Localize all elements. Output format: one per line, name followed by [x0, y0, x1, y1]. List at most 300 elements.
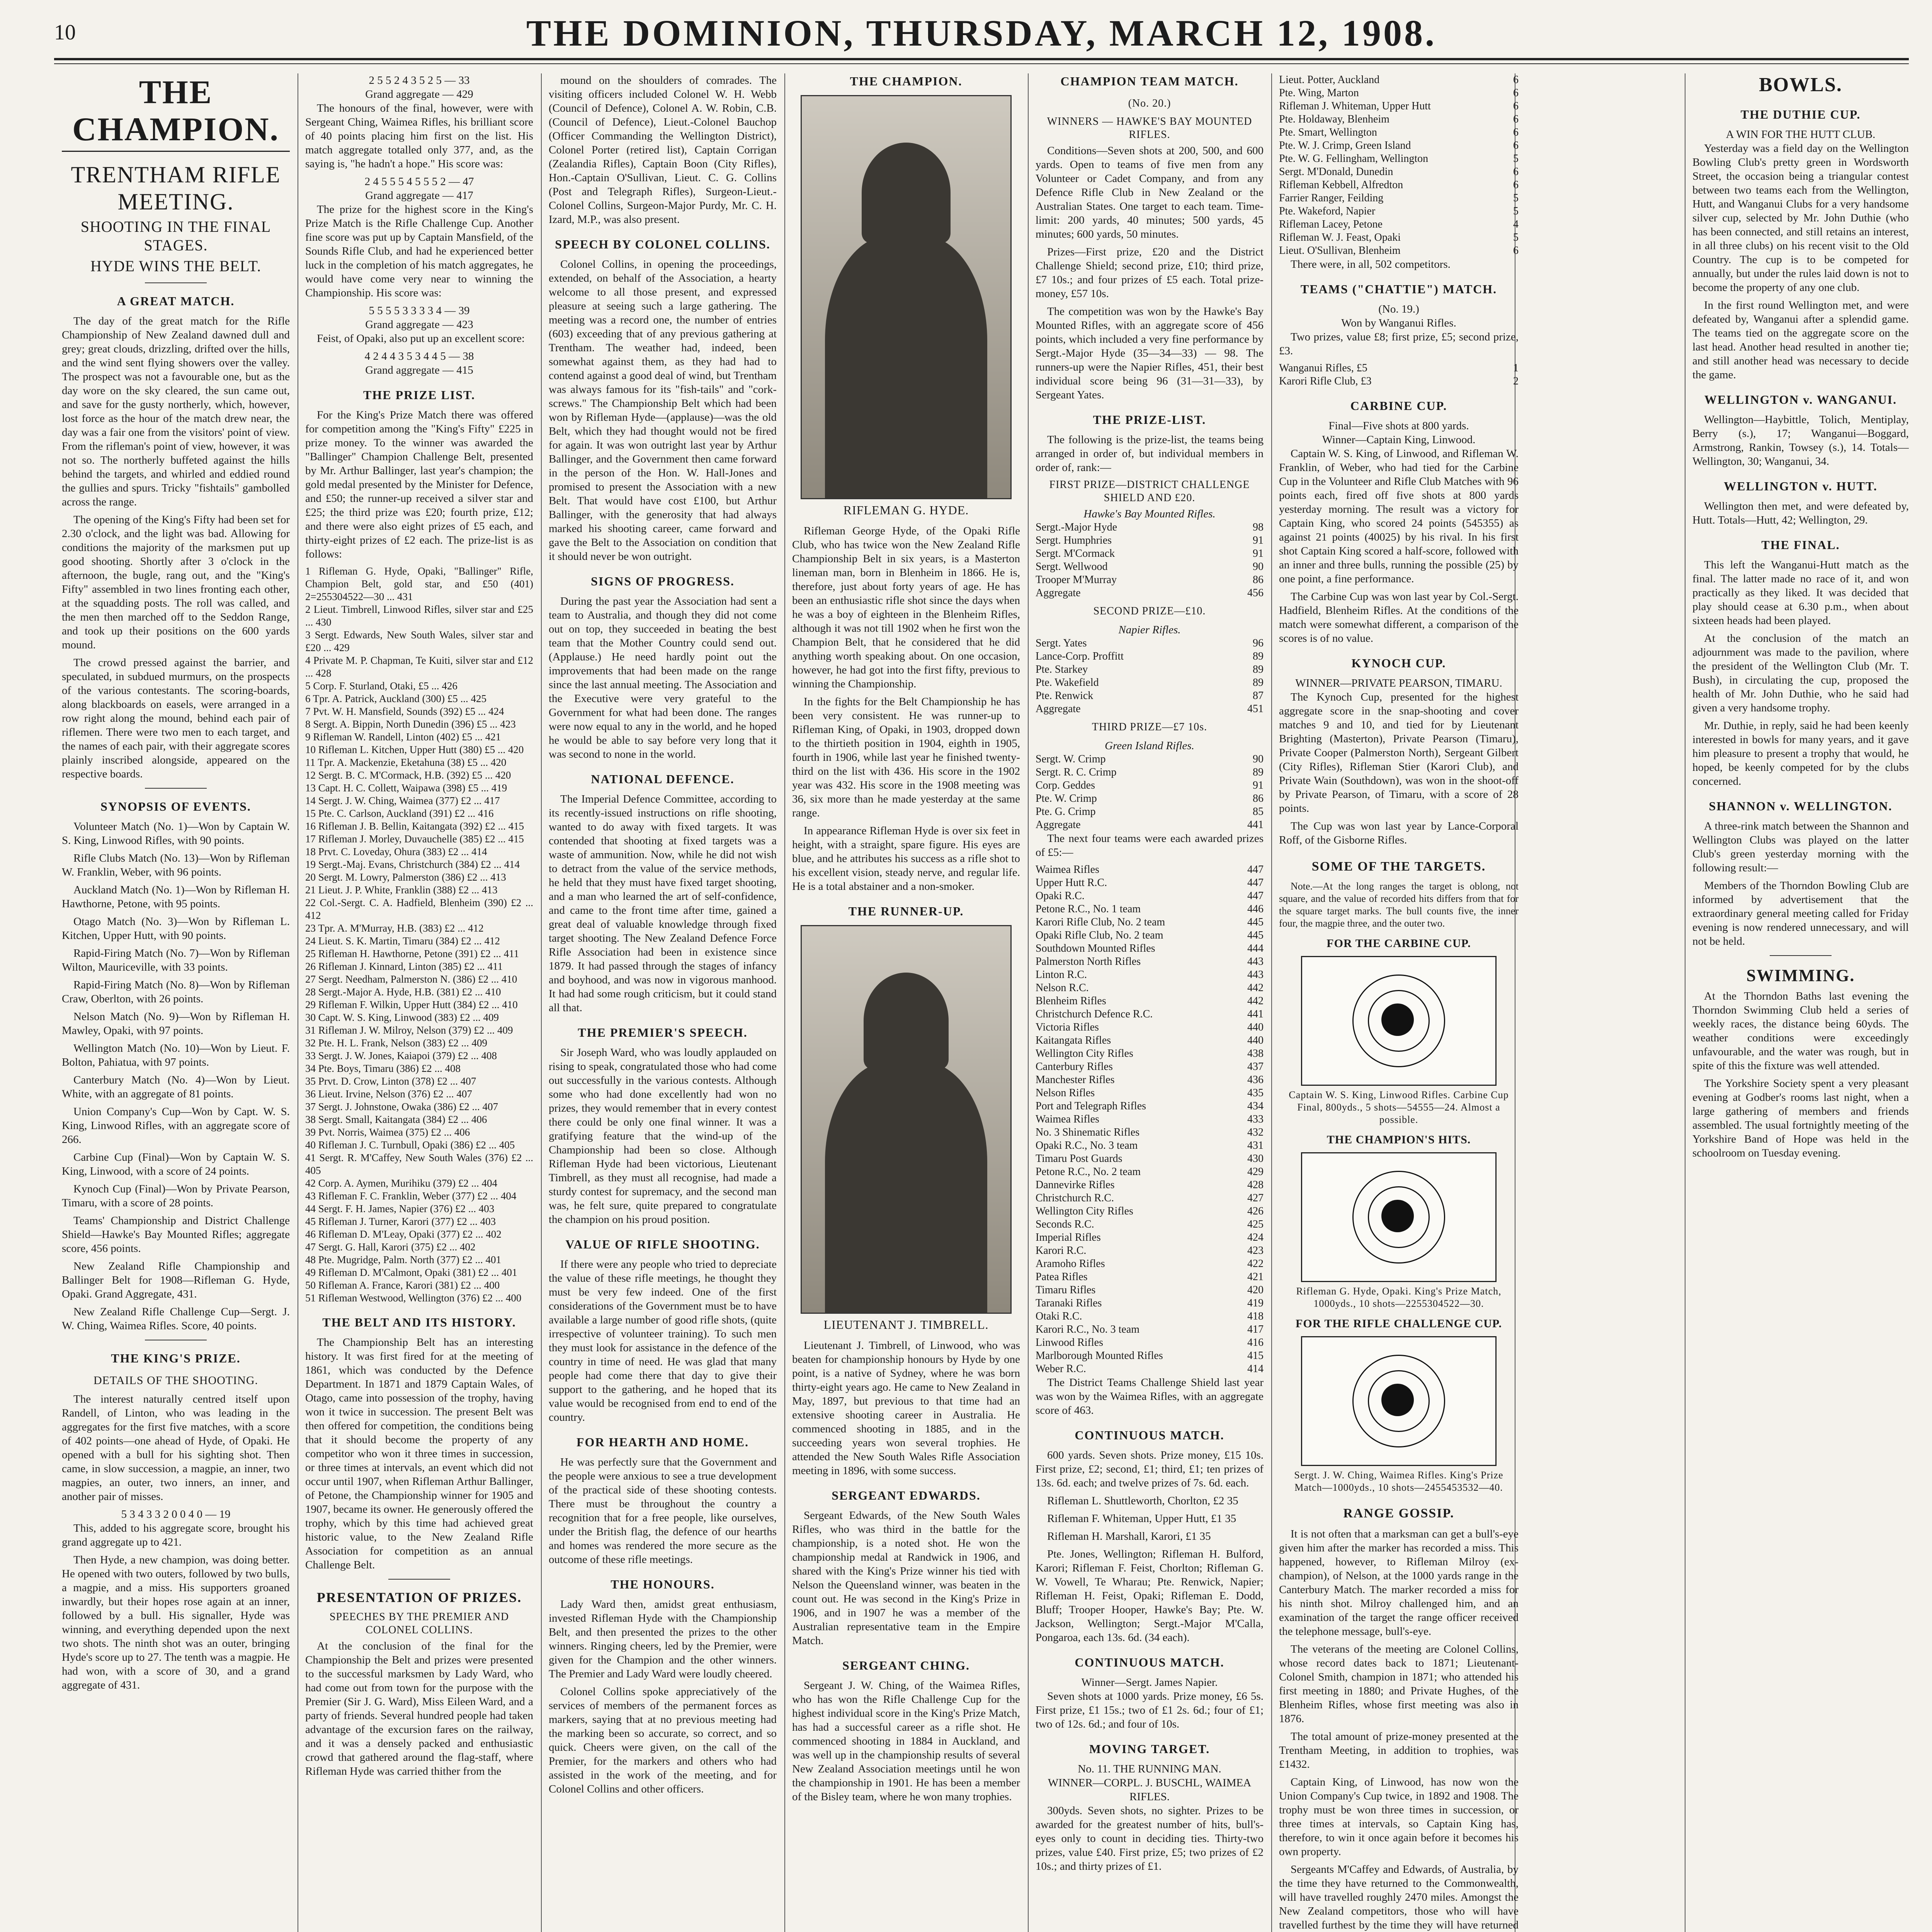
row-value: 6 — [1513, 245, 1519, 257]
prize-list-item: 15 Pte. C. Carlson, Auckland (391) £2 ... 416 — [305, 808, 494, 819]
table-row — [1036, 573, 1264, 587]
prize-list-item: 33 Sergt. J. W. Jones, Kaiapoi (379) £2 ... 408 — [305, 1050, 497, 1061]
prize-list-item: 40 Rifleman J. C. Turnbull, Opaki (386) £2 ... 405 — [305, 1139, 515, 1151]
row-value: 417 — [1247, 1323, 1264, 1335]
runner-up-heading: THE RUNNER-UP. — [848, 904, 964, 918]
table-row — [1036, 942, 1264, 955]
team-match-winners: WINNERS — HAWKE'S BAY MOUNTED RIFLES. — [1047, 116, 1252, 141]
row-label: Sergt.-Major Hyde — [1036, 521, 1117, 533]
row-label: Karori Rifle Club, No. 2 team — [1036, 916, 1165, 928]
row-value: 447 — [1247, 864, 1264, 876]
presentation-heading: PRESENTATION OF PRIZES. — [316, 1590, 522, 1605]
row-label: Aggregate — [1036, 587, 1081, 599]
table-row — [1279, 231, 1519, 244]
row-label: Pte. W. J. Crimp, Green Island — [1279, 139, 1411, 151]
row-label: Southdown Mounted Rifles — [1036, 942, 1155, 954]
article-paragraph: Seven shots at 1000 yards. Prize money, £6 5s. First prize, £1 15s.; two of £1 2s. 6d.; four of £1; two of 12s. 6d.; and four of 10s. — [1036, 1690, 1264, 1730]
prize-list-item: 10 Rifleman L. Kitchen, Upper Hutt (380) £5 ... 420 — [305, 744, 524, 755]
row-value: 90 — [1253, 753, 1264, 765]
article-paragraph: In appearance Rifleman Hyde is over six feet in height, with a straight, spare figure. His eyes are blue, and he attributes his success as a rifle shot to his excellent vision, steady nerve, and regular life. He is a total abstainer and a non-smoker. — [792, 825, 1020, 893]
column-6 — [1279, 73, 1519, 1932]
prize-list-item: 6 Tpr. A. Patrick, Auckland (300) £5 ... 425 — [305, 693, 486, 704]
article-paragraph: The opening of the King's Fifty had been set for 2.30 o'clock, and the light was bad. Allowing for conditions the majority of the marksmen put up good shooting. Shortly after 3 o'clock in the afternoon, the bugle, rang out, and the "King's Fifty" assembled in two lines fronting each other, at the squadding posts. The roll was called, and the men then marched off to the Seddon Range, and took up their positions on the 600 yards mound. — [62, 514, 290, 651]
row-label: Christchurch Defence R.C. — [1036, 1008, 1153, 1020]
row-value: 5 — [1513, 205, 1519, 217]
row-label: Wellington City Rifles — [1036, 1205, 1133, 1217]
section-heading: CONTINUOUS MATCH. — [1075, 1428, 1225, 1442]
article-paragraph: During the past year the Association had sent a team to Australia, and though they did not come out on top, they succeeded in beating the best team that the Mother Country could send out. (Applause.) He need hardly point out the improvements that had been made on the range since the last annual meeting. The Association and the Executive were very grateful to the Government for what had been done. The ranges were now equal to any in the world, and he hoped he would be able to say before very long that it was second to none in the world. — [549, 595, 777, 760]
table-row — [1036, 650, 1264, 663]
row-label: Lieut. Potter, Auckland — [1279, 74, 1380, 86]
trentham-headline: TRENTHAM RIFLE MEETING. — [71, 162, 281, 214]
score-table — [1279, 73, 1519, 257]
masthead-rule-thin — [54, 63, 1909, 64]
second-prize-heading: SECOND PRIZE—£10. — [1093, 605, 1206, 617]
prize-list-item: 11 Tpr. A. Mackenzie, Eketahuna (38) £5 ... 420 — [305, 757, 507, 768]
row-value: 447 — [1247, 890, 1264, 902]
column-divider — [1271, 73, 1272, 1932]
team-match-heading: CHAMPION TEAM MATCH. — [1060, 74, 1239, 88]
article-paragraph: 300yds. Seven shots, no sighter. Prizes to be awarded for the greatest number of hits, bull's-eyes only to count in deciding ties. Thirty-two prizes, value £40. First prize, £5; two prizes of £2 10s.; and thirty prizes of £1. — [1036, 1804, 1264, 1872]
article-paragraph: Feist, of Opaki, also put up an excellent score: — [317, 332, 525, 345]
team-match-number: (No. 20.) — [1128, 97, 1171, 109]
row-value: 86 — [1253, 574, 1264, 586]
row-label: Linton R.C. — [1036, 969, 1087, 981]
synopsis-item: Rifle Clubs Match (No. 13)—Won by Rifleman W. Franklin, Weber, with 96 points. — [62, 852, 290, 878]
grand-aggregate: Grand aggregate — 429 — [365, 88, 473, 100]
prize-list-heading: THE PRIZE LIST. — [363, 388, 475, 402]
row-label: Aggregate — [1036, 703, 1081, 715]
row-value: 89 — [1253, 663, 1264, 675]
table-row — [1036, 1323, 1264, 1336]
target-title: FOR THE RIFLE CHALLENGE CUP. — [1296, 1317, 1502, 1330]
prize-list-item: 1 Rifleman G. Hyde, Opaki, "Ballinger" Rifle, Champion Belt, gold star, and £50 (401) 2=255304522—30 ... 431 — [305, 565, 533, 602]
prize-list-item: 5 Corp. F. Sturland, Otaki, £5 ... 426 — [305, 680, 457, 692]
row-label: Waimea Rifles — [1036, 864, 1099, 876]
section-heading: FOR HEARTH AND HOME. — [577, 1435, 749, 1449]
table-row — [1036, 521, 1264, 534]
row-value: 425 — [1247, 1218, 1264, 1230]
synopsis-item: Union Company's Cup—Won by Capt. W. S. King, Linwood Rifles, with an aggregate score of 266. — [62, 1105, 290, 1146]
kings-prize-heading: THE KING'S PRIZE. — [111, 1351, 241, 1365]
score-table — [1036, 521, 1264, 600]
row-label: Nelson Rifles — [1036, 1087, 1095, 1099]
score-line: 5 3 4 3 3 2 0 0 4 0 — 19 — [121, 1508, 231, 1520]
row-value: 6 — [1513, 139, 1519, 151]
kynoch-winner: WINNER—PRIVATE PEARSON, TIMARU. — [1295, 677, 1502, 689]
prize-list-item: 13 Capt. H. C. Collett, Waipawa (398) £5 ... 419 — [305, 782, 507, 794]
article-paragraph: Wellington—Haybittle, Tolich, Mentiplay, Berry (s.), 17; Wanganui—Boggard, Armstrong, Rankin, Towsey (s.), 14. Totals—Wellington, 30; Wanganui, 34. — [1692, 413, 1909, 468]
article-paragraph: The honours of the final, however, were with Sergeant Ching, Waimea Rifles, his brilliant score of 40 points placing him first on the list. His match aggregate totalled only 377, and, as the saying is, "he hadn't a hope." His score was: — [305, 102, 533, 170]
article-paragraph: The Cup was won last year by Lance-Corporal Roff, of the Gisborne Rifles. — [1279, 820, 1519, 846]
row-value: 437 — [1247, 1061, 1264, 1073]
row-label: Port and Telegraph Rifles — [1036, 1100, 1146, 1112]
row-label: Rifleman W. J. Feast, Opaki — [1279, 231, 1401, 243]
row-value: 430 — [1247, 1153, 1264, 1165]
table-row — [1036, 689, 1264, 702]
score-table — [1279, 362, 1519, 388]
row-label: Pte. W. Crimp — [1036, 793, 1097, 804]
prize-list-item: 28 Sergt.-Major A. Hyde, H.B. (381) £2 ... 410 — [305, 986, 501, 998]
target-caption: Captain W. S. King, Linwood Rifles. Carbine Cup Final, 800yds., 5 shots—54555—24. Almost a possible. — [1289, 1089, 1509, 1125]
table-row — [1036, 753, 1264, 766]
column-2 — [305, 73, 533, 1932]
row-value: 436 — [1247, 1074, 1264, 1086]
prize-list-item: 49 Rifleman D. M'Calmont, Opaki (381) £2 ... 401 — [305, 1267, 517, 1278]
third-prize-heading: THIRD PRIZE—£7 10s. — [1092, 721, 1208, 733]
article-paragraph: Yesterday was a field day on the Wellington Bowling Club's pretty green in Wordsworth Street, the occasion being a triangular contest between two teams each from the Wellington, Hutt, and Wanganui Clubs for a very handsome silver cup, selected by Mr. John Duthie (who has been connected, and still retains an interest, in all three clubs) on his recent visit to the Old Country. The cup is to be competed for annually, but under the rules laid down is not to become the property of any one club. — [1692, 142, 1909, 294]
row-value: 442 — [1247, 995, 1264, 1007]
row-label: Wellington City Rifles — [1036, 1048, 1133, 1060]
prize-list-item: 19 Sergt.-Maj. Evans, Christchurch (384) £2 ... 414 — [305, 859, 520, 870]
portrait-caption: LIEUTENANT J. TIMBRELL. — [823, 1318, 989, 1332]
row-label: Seconds R.C. — [1036, 1218, 1094, 1230]
prize-list-item: 41 Sergt. R. M'Caffey, New South Wales (376) £2 ... 405 — [305, 1152, 533, 1176]
page-number: 10 — [54, 20, 76, 44]
column-1 — [62, 73, 290, 1932]
table-row — [1036, 637, 1264, 650]
champion-headline: THE CHAMPION. — [62, 73, 290, 152]
table-row — [1036, 779, 1264, 792]
row-value: 4 — [1513, 218, 1519, 230]
prize-list-item: 46 Rifleman D. M'Leay, Opaki (377) £2 ... 402 — [305, 1228, 502, 1240]
duthie-heading: THE DUTHIE CUP. — [1740, 107, 1861, 121]
prize-list-item: 39 Pvt. Norris, Waimea (375) £2 ... 406 — [305, 1126, 470, 1138]
table-row — [1036, 1060, 1264, 1073]
row-value: 6 — [1513, 87, 1519, 99]
section-heading: A GREAT MATCH. — [117, 294, 235, 308]
prize-list-item: 35 Prvt. D. Crow, Linton (378) £2 ... 407 — [305, 1075, 476, 1087]
table-row — [1036, 1179, 1264, 1192]
article-paragraph: The next four teams were each awarded prizes of £5:— — [1036, 832, 1264, 859]
synopsis-item: New Zealand Rifle Challenge Cup—Sergt. J. W. Ching, Waimea Rifles. Score, 40 points. — [62, 1306, 290, 1332]
table-row — [1036, 1008, 1264, 1021]
row-value: 426 — [1247, 1205, 1264, 1217]
table-row — [1036, 1073, 1264, 1087]
synopsis-item: Rapid-Firing Match (No. 8)—Won by Rifleman Craw, Oberlton, with 26 points. — [62, 979, 290, 1005]
article-paragraph: A three-rink match between the Shannon and Wellington Clubs was played on the latter Club's green yesterday morning with the following result:— — [1692, 820, 1909, 874]
row-value: 435 — [1247, 1087, 1264, 1099]
champion-portrait-heading: THE CHAMPION. — [850, 74, 963, 88]
row-label: Karori Rifle Club, £3 — [1279, 375, 1372, 387]
prize-list-item: 36 Lieut. Irvine, Nelson (376) £2 ... 407 — [305, 1088, 472, 1100]
score-line: 2 4 5 5 5 4 5 5 5 2 — 47 — [364, 175, 474, 188]
synopsis-item: Otago Match (No. 3)—Won by Rifleman L. Kitchen, Upper Hutt, with 90 points. — [62, 915, 290, 942]
row-label: Sergt. Yates — [1036, 637, 1087, 649]
row-value: 96 — [1253, 637, 1264, 649]
row-value: 2 — [1513, 375, 1519, 387]
article-paragraph: Sergeants M'Caffey and Edwards, of Australia, by the time they have returned to the Commonwealth, will have travelled roughly 2470 miles. Amongst the New Zealand competitors, those who will have travelled furthest by the time they will have returned — [1279, 1863, 1519, 1931]
row-value: 445 — [1247, 916, 1264, 928]
article-paragraph: Rifleman George Hyde, of the Opaki Rifle Club, who has twice won the New Zealand Rifle Championship Belt in six years, is a Masterton lineman man, born in Blenheim in 1866. He is, therefore, just about forty years of age. He has been an enthusiastic rifle shot since the days when he was a boy of eighteen in the Blenheim Rifles, although it was not till 1902 when he first won the Champion Belt, that he considered that he did anything worth speaking about. On one occasion, however, he had got into the first fifty, previous to winning the Championship. — [792, 525, 1020, 690]
prize-list-item: 45 Rifleman J. Turner, Karori (377) £2 ... 403 — [305, 1216, 496, 1227]
table-row — [1279, 218, 1519, 231]
carbine-winner: Winner—Captain King, Linwood. — [1322, 434, 1476, 446]
first-prize-heading: FIRST PRIZE—DISTRICT CHALLENGE SHIELD AND £20. — [1049, 479, 1250, 504]
table-row — [1279, 87, 1519, 100]
row-label: Marlborough Mounted Rifles — [1036, 1350, 1163, 1362]
table-row — [1036, 1362, 1264, 1376]
portrait-timbrell — [801, 925, 1012, 1314]
article-paragraph: Sir Joseph Ward, who was loudly applauded on rising to speak, congratulated those who had come out successfully in the various contests. Although some who had done excellently had won no prizes, they would remember that in every contest there could be only one final winner. It was a gratifying feature that the wind-up of the Championship had been so close. Although Rifleman Hyde had been victorious, Lieutenant Timbrell, as they must all recognise, had made a sturdy contest for supremacy, and the second man was, he felt sure, quite prepared to congratulate the champion on his proud position. — [549, 1046, 777, 1226]
synopsis-item: Rapid-Firing Match (No. 7)—Won by Rifleman Wilton, Mauriceville, with 33 points. — [62, 947, 290, 973]
row-label: Sergt. W. Crimp — [1036, 753, 1106, 765]
row-label: Nelson R.C. — [1036, 982, 1089, 994]
row-label: Christchurch R.C. — [1036, 1192, 1114, 1204]
row-value: 451 — [1247, 703, 1264, 715]
row-value: 423 — [1247, 1245, 1264, 1257]
prize-list-item: 31 Rifleman J. W. Milroy, Nelson (379) £2 ... 409 — [305, 1024, 513, 1036]
synopsis-item: Wellington Match (No. 10)—Won by Lieut. F. Bolton, Pahiatua, with 97 points. — [62, 1042, 290, 1068]
row-value: 421 — [1247, 1271, 1264, 1283]
row-label: Waimea Rifles — [1036, 1113, 1099, 1125]
prize-list-item: 24 Lieut. S. K. Martin, Timaru (384) £2 ... 412 — [305, 935, 500, 947]
article-paragraph: The total amount of prize-money presented at the Trentham Meeting, in addition to trophies, was £1432. — [1279, 1730, 1519, 1770]
row-label: Dannevirke Rifles — [1036, 1179, 1115, 1191]
grand-aggregate: Grand aggregate — 423 — [365, 318, 473, 331]
row-label: Pte. Starkey — [1036, 663, 1088, 675]
table-row — [1036, 1231, 1264, 1244]
row-label: Victoria Rifles — [1036, 1021, 1099, 1033]
article-paragraph: Sergeant J. W. Ching, of the Waimea Rifles, who has won the Rifle Challenge Cup for the highest individual score in the King's Prize Match, has had a successful career as a rifle shot. He commenced shooting in 1884 in Auckland, and was well up in the championship results of several New Zealand Association meetings until he won the championship in 1901. He has been a member of the Bisley team, where he won many trophies. — [792, 1679, 1020, 1803]
row-label: Aramoho Rifles — [1036, 1258, 1105, 1270]
article-paragraph: This left the Wanganui-Hutt match as the final. The latter made no race of it, and won practically as they liked. It was decided that play should cease at 6.30 p.m., when about sixteen heads had been played. — [1692, 559, 1909, 627]
row-label: Rifleman Kebbell, Alfredton — [1279, 179, 1403, 191]
table-row — [1279, 205, 1519, 218]
team-name: Green Island Rifles. — [1105, 740, 1194, 752]
article-paragraph: The District Teams Challenge Shield last year was won by the Waimea Rifles, with an aggregate score of 463. — [1036, 1376, 1264, 1417]
row-label: Pte. Wing, Marton — [1279, 87, 1359, 99]
table-row — [1036, 1297, 1264, 1310]
bowls-heading: BOWLS. — [1759, 74, 1842, 96]
section-heading: SIGNS OF PROGRESS. — [591, 574, 735, 588]
table-row — [1036, 889, 1264, 903]
row-value: 89 — [1253, 766, 1264, 778]
column-divider — [1028, 73, 1029, 1932]
table-row — [1036, 1218, 1264, 1231]
synopsis-item: Canterbury Match (No. 4)—Won by Lieut. White, with an aggregate of 81 points. — [62, 1074, 290, 1100]
score-line: 5 5 5 5 3 3 3 3 4 — 39 — [369, 304, 470, 317]
table-row — [1036, 702, 1264, 716]
row-label: Upper Hutt R.C. — [1036, 877, 1107, 889]
column-divider — [541, 73, 542, 1932]
row-label: Sergt. R. C. Crimp — [1036, 766, 1117, 778]
prize-list-item: 17 Rifleman J. Morley, Duvauchelle (385) £2 ... 415 — [305, 833, 524, 845]
table-row — [1036, 1310, 1264, 1323]
prize-list-item: 34 Pte. Boys, Timaru (386) £2 ... 408 — [305, 1063, 461, 1074]
row-label: Timaru Post Guards — [1036, 1153, 1122, 1165]
article-paragraph: If there were any people who tried to depreciate the value of these rifle meetings, he thought they must be very few indeed. One of the first considerations of the Government must be to have available a large number of good rifle shots, (quite irrespective of volunteer training). To such men they must look for assistance in the defence of the country in time of need. He was glad that many people had come there that day to give their support to the gathering, and he hoped that its value would be recognised from end to end of the country. — [549, 1258, 777, 1423]
target-carbine-cup — [1301, 956, 1497, 1086]
kicker-hyde-wins: HYDE WINS THE BELT. — [90, 257, 261, 275]
row-value: 444 — [1247, 942, 1264, 954]
table-row — [1036, 766, 1264, 779]
column-divider — [784, 73, 785, 1932]
row-label: Farrier Ranger, Feilding — [1279, 192, 1384, 204]
target-title: THE CHAMPION'S HITS. — [1327, 1133, 1471, 1146]
prize-list-item: 3 Sergt. Edwards, New South Wales, silver star and £20 ... 429 — [305, 629, 533, 653]
row-label: Pte. Wakefield — [1036, 677, 1099, 689]
article-paragraph: The veterans of the meeting are Colonel Collins, whose record dates back to 1871; Lieutenant-Colonel Smith, champion in 1871; who attended his first meeting in 1880; and Private Hughes, of the Blenheim Rifles, whose first meeting was also in 1876. — [1279, 1643, 1519, 1725]
row-value: 90 — [1253, 561, 1264, 573]
prize-list-heading: THE PRIZE-LIST. — [1093, 413, 1206, 427]
article-paragraph: Captain W. S. King, of Linwood, and Rifleman W. Franklin, of Weber, who had tied for the Carbine Cup in the Volunteer and Rifle Club Matches with 96 points each, fired off five shots at 800 yards yesterday morning. The result was a victory for Captain King, who scored 24 points (545355) as against 21 points (40025) by his rival. In his first shot Captain King scored a half-score, followed with an inner and three bulls, running the possible (25) by one point, a fine performance. — [1279, 447, 1519, 585]
table-row — [1036, 805, 1264, 818]
target-caption: Rifleman G. Hyde, Opaki. King's Prize Match, 1000yds., 10 shots—2255304522—30. — [1296, 1286, 1502, 1309]
table-row — [1279, 139, 1519, 152]
row-label: Rifleman J. Whiteman, Upper Hutt — [1279, 100, 1431, 112]
table-row — [1279, 244, 1519, 257]
table-row — [1036, 916, 1264, 929]
article-paragraph: The prize for the highest score in the King's Prize Match is the Rifle Challenge Cup. Another fine score was put up by Captain Mansfield, of the Sounds Rifle Club, and had he experienced better luck in the completion of his match aggregates, he would have come very near to winning the Championship. His score was: — [305, 203, 533, 299]
section-heading: THE FINAL. — [1761, 538, 1840, 552]
targets-note: Note.—At the long ranges the target is oblong, not square, and the value of recorded hits differs from that for the square target marks. The bull counts five, the inner four, the magpie three, and the outer two. — [1279, 881, 1519, 929]
row-value: 6 — [1513, 100, 1519, 112]
section-heading: SPEECH BY COLONEL COLLINS. — [555, 237, 770, 251]
target-bull — [1381, 1003, 1414, 1036]
article-paragraph: Wellington then met, and were defeated by, Hutt. Totals—Hutt, 42; Wellington, 29. — [1692, 500, 1909, 526]
table-row — [1279, 73, 1519, 87]
team-name: Hawke's Bay Mounted Rifles. — [1083, 508, 1216, 520]
prize-list-item: 43 Rifleman F. C. Franklin, Weber (377) £2 ... 404 — [305, 1190, 517, 1202]
row-label: Palmerston North Rifles — [1036, 956, 1141, 968]
row-value: 416 — [1247, 1337, 1264, 1349]
prize-list-item: 12 Sergt. B. C. M'Cormack, H.B. (392) £5 ... 420 — [305, 769, 511, 781]
prize-list-item: 22 Col.-Sergt. C. A. Hadfield, Blenheim (390) £2 ... 412 — [305, 897, 533, 921]
row-label: Pte. W. G. Fellingham, Wellington — [1279, 153, 1429, 165]
table-row — [1036, 1270, 1264, 1284]
article-paragraph: Mr. Duthie, in reply, said he had been keenly interested in bowls for many years, and it gave him pleasure to present a trophy that would, he hoped, be keenly competed for by the clubs concerned. — [1692, 719, 1909, 787]
section-heading: SHANNON v. WELLINGTON. — [1709, 799, 1893, 813]
article-paragraph: The Kynoch Cup, presented for the highest aggregate score in the snap-shooting and cover matches 9 and 10, and tied for by Lieutenant Brighting (Masterton), Private Pearson (Timaru), Private Cooper (Palmerston North), Sergeant Gilbert (City Rifles), Rifleman Stier (Karori Club), and Private Wain (Southdown), was won in the shoot-off by Private Pearson, of Timaru, with a score of 28 points. — [1279, 691, 1519, 815]
table-row — [1036, 534, 1264, 547]
prize-list-item: 32 Pte. H. L. Frank, Nelson (383) £2 ... 409 — [305, 1037, 487, 1049]
portrait-head — [864, 973, 949, 1069]
section-heading: WELLINGTON v. HUTT. — [1724, 479, 1878, 493]
row-value: 447 — [1247, 877, 1264, 889]
table-row — [1036, 1100, 1264, 1113]
row-label: Otaki R.C. — [1036, 1310, 1082, 1322]
targets-heading: SOME OF THE TARGETS. — [1311, 859, 1486, 874]
article-paragraph: In the fights for the Belt Championship he has been very consistent. He was runner-up to Rifleman King, of Opaki, in 1903, dropped down to the thirtieth position in 1904, eighth in 1905, fourth in 1906, while last year he finished twenty-third on the list with 436. His score in the 1902 year was 432. His score in the 1908 meeting was 36, six more than he made yesterday at the same range. — [792, 696, 1020, 819]
score-line: 2 5 5 2 4 3 5 2 5 — 33 — [369, 74, 470, 87]
article-paragraph: Members of the Thorndon Bowling Club are informed by advertisement that the extraordinary general meeting called for Friday evening is now rendered unnecessary, and will not be held. — [1692, 879, 1909, 947]
table-row — [1279, 152, 1519, 165]
row-label: Imperial Rifles — [1036, 1231, 1101, 1243]
article-paragraph: There were, in all, 502 competitors. — [1291, 258, 1451, 270]
section-heading: NATIONAL DEFENCE. — [591, 772, 735, 786]
article-paragraph: Two prizes, value £8; first prize, £5; second prize, £3. — [1279, 331, 1519, 357]
table-row — [1036, 1205, 1264, 1218]
article-paragraph: The day of the great match for the Rifle Championship of New Zealand dawned dull and grey; great clouds, drizzling, drifted over the hills, and the wind sent flying showers over the valley. The prospect was not a favourable one, but as the day wore on the sky cleared, the sun came out, and save for the gusty northerly, which, however, lost force as the hour of the match drew near, the day was a fair one from the visitors' point of view. From the rifleman's point of view, however, it was not so. The northerly buffeted against the hills behind the targets, and whirled and eddied round the gullies and spurs. Tricky "fishtails" gambolled across the range. — [62, 315, 290, 508]
section-heading: SERGEANT CHING. — [842, 1658, 970, 1672]
row-label: Taranaki Rifles — [1036, 1297, 1102, 1309]
table-row — [1036, 1034, 1264, 1047]
synopsis-item: Teams' Championship and District Challenge Shield—Hawke's Bay Mounted Rifles; aggregate score, 456 points. — [62, 1214, 290, 1255]
prize-list-item: 20 Sergt. M. Lowry, Palmerston (386) £2 ... 413 — [305, 871, 506, 883]
table-row — [1279, 165, 1519, 179]
prize-list-item: 29 Rifleman F. Wilkin, Upper Hutt (384) £2 ... 410 — [305, 999, 518, 1010]
swimming-heading: SWIMMING. — [1746, 966, 1855, 985]
table-row — [1036, 1165, 1264, 1179]
synopsis-list — [62, 820, 290, 1333]
article-paragraph: At the Thorndon Baths last evening the Thorndon Swimming Club held a series of weekly races, the distance being 60yds. The weather conditions were exceedingly unfavourable, and the water was rough, but in spite of this the fixture was well attended. — [1692, 990, 1909, 1072]
carbine-sub: Final—Five shots at 800 yards. — [1328, 420, 1469, 432]
list-item: Rifleman H. Marshall, Karori, £1 35 — [1047, 1530, 1211, 1543]
divider — [388, 1579, 450, 1580]
duthie-sub: A WIN FOR THE HUTT CLUB. — [1726, 128, 1876, 141]
article-paragraph: He was perfectly sure that the Government and the people were anxious to see a true development of the practical side of these shooting contests. There must be throughout the country a recognition that for a free people, like ourselves, under the British flag, the defence of our hearths and homes was rendered the more secure as the outcome of these rifle meetings. — [549, 1456, 777, 1566]
row-value: 422 — [1247, 1258, 1264, 1270]
table-row — [1279, 375, 1519, 388]
synopsis-item: Nelson Match (No. 9)—Won by Rifleman H. Mawley, Opaki, with 97 points. — [62, 1010, 290, 1037]
article-paragraph: Captain King, of Linwood, has now won the Union Company's Cup twice, in 1892 and 1908. The trophy must be won three times in succession, or three times at intervals, so Captain King has, therefore, to win it once again before it becomes his own property. — [1279, 1776, 1519, 1858]
portrait-caption: RIFLEMAN G. HYDE. — [843, 503, 969, 517]
row-value: 440 — [1247, 1021, 1264, 1033]
prize-list-item: 37 Sergt. J. Johnstone, Owaka (386) £2 ... 407 — [305, 1101, 498, 1112]
prize-list-item: 8 Sergt. A. Bippin, North Dunedin (396) £5 ... 423 — [305, 718, 516, 730]
prize-list-item: 2 Lieut. Timbrell, Linwood Rifles, silver star and £25 ... 430 — [305, 604, 533, 628]
table-row — [1036, 1139, 1264, 1152]
article-paragraph: Colonel Collins, in opening the proceedings, extended, on behalf of the Association, a hearty welcome to all those present, and expressed pleasure at seeing such a large gathering. The meeting was a record one, the number of entries (603) exceeding that of any previous gathering at Trentham. The weather had, indeed, been somewhat against them, as they had had to contend against a good deal of wind, but Trentham was always famous for its "fish-tails" and "cork-screws." The Championship Belt which had been won by Rifleman Hyde—(applause)—was the old Belt, which they had thought would not be fired for again. It was won outright last year by Arthur Ballinger, and the Government then came forward in the person of the Hon. W. Hall-Jones and promised to present the Association with a new Belt. That would have cost £100, but Arthur Ballinger, with the generosity that had always marked his shooting career, came forward and gave the Belt to the Association on condition that it should never be won outright. — [549, 258, 777, 563]
row-label: Petone R.C., No. 1 team — [1036, 903, 1141, 915]
article-paragraph: Lieutenant J. Timbrell, of Linwood, who was beaten for championship honours by Hyde by one point, is a native of Sydney, where he was born thirty-eight years ago. He came to New Zealand in May, 1897, but previous to that time had an extensive shooting career in Australia. He commenced shooting in 1885, and in the succeeding years won several trophies. He attended the New South Wales Rifle Association meeting in 1896, with some success. — [792, 1339, 1020, 1477]
score-table — [1036, 753, 1264, 832]
row-value: 5 — [1513, 231, 1519, 243]
row-value: 429 — [1247, 1166, 1264, 1178]
article-paragraph: The interest naturally centred itself upon Randell, of Linton, who was leading in the aggregates for the first five matches, with a score of 402 points—one ahead of Hyde, of Opaki. He opened with a bull for his sighting shot. Then came, in slow succession, a magpie, an inner, two magpies, an outer, two inners, an inner, and another pair of misses. — [62, 1393, 290, 1503]
table-row — [1036, 981, 1264, 995]
row-label: Lieut. O'Sullivan, Blenheim — [1279, 245, 1401, 257]
column-3 — [549, 73, 777, 1932]
score-table — [1036, 637, 1264, 716]
row-label: Pte. Renwick — [1036, 690, 1094, 702]
table-row — [1036, 1284, 1264, 1297]
moving-subheading: No. 11. THE RUNNING MAN. — [1078, 1763, 1221, 1775]
section-heading: WELLINGTON v. WANGANUI. — [1704, 393, 1897, 406]
article-paragraph: Colonel Collins spoke appreciatively of the services of members of the permanent forces as markers, saying that at no previous meeting had the marking been so accurate, so correct, and so quick. Cheers were given, on the call of the Premier, for the markers and others who had assisted in the work of the meeting, and for Colonel Collins and other officers. — [549, 1685, 777, 1795]
article-paragraph: Lady Ward then, amidst great enthusiasm, invested Rifleman Hyde with the Championship Belt, and then presented the prizes to the other winners. Ringing cheers, led by the Premier, were given for the Champion and the other winners. The Premier and Lady Ward were loudly cheered. — [549, 1598, 777, 1680]
prize-list-item: 47 Sergt. G. Hall, Karori (375) £2 ... 402 — [305, 1241, 476, 1253]
row-value: 442 — [1247, 982, 1264, 994]
row-value: 420 — [1247, 1284, 1264, 1296]
table-row — [1036, 1087, 1264, 1100]
row-label: Lance-Corp. Proffitt — [1036, 650, 1124, 662]
table-row — [1036, 547, 1264, 560]
row-value: 443 — [1247, 956, 1264, 968]
row-label: Sergt. Humphries — [1036, 534, 1112, 546]
list-item: Rifleman L. Shuttleworth, Chorlton, £2 35 — [1047, 1495, 1238, 1507]
row-label: Kaitangata Rifles — [1036, 1034, 1111, 1046]
row-value: 443 — [1247, 969, 1264, 981]
prize-list-item: 18 Prvt. C. Loveday, Ohura (383) £2 ... 414 — [305, 846, 487, 857]
row-value: 5 — [1513, 192, 1519, 204]
table-row — [1036, 968, 1264, 981]
row-value: 6 — [1513, 74, 1519, 86]
list-item: Pte. Jones, Wellington; Rifleman H. Bulford, Karori; Rifleman F. Feist, Chorlton; Rifleman G. W. Vowell, Te Wharau; Pte. Renwick, Napier; Rifleman H. Feist, Opaki; Rifleman E. Dodd, Bluff; Trooper Hooper, Hawke's Bay; Pte. W. Jackson, Wellington; Sergt.-Major M'Calla, Pongaroa, each 13s. 6d. (34 each). — [1036, 1548, 1264, 1644]
section-heading: CONTINUOUS MATCH. — [1075, 1655, 1225, 1669]
article-paragraph: The Yorkshire Society spent a very pleasant evening at Godber's rooms last night, when a large gathering of members and friends assembled. The usual fortnightly meeting of the Yorkshire Band of Hope was held in the schoolroom on Tuesday evening. — [1692, 1077, 1909, 1159]
row-value: 91 — [1253, 548, 1264, 560]
row-label: Linwood Rifles — [1036, 1337, 1103, 1349]
row-value: 418 — [1247, 1310, 1264, 1322]
article-paragraph: The crowd pressed against the barrier, and speculated, in subdued murmurs, on the prospects of the various contestants. The scoring-boards, along blackboards on easels, were arranged in a row right along the mound, behind each pair of riflemen. There were two men to each target, and the names of each pair, with their aggregate scores plainly inscribed alongside, appeared on the respective boards. — [62, 656, 290, 780]
table-row — [1279, 192, 1519, 205]
row-value: 428 — [1247, 1179, 1264, 1191]
prize-list-item: 16 Rifleman J. B. Bellin, Kaitangata (392) £2 ... 415 — [305, 820, 524, 832]
row-value: 440 — [1247, 1034, 1264, 1046]
newspaper-title: THE DOMINION, THURSDAY, MARCH 12, 1908. — [526, 12, 1437, 54]
